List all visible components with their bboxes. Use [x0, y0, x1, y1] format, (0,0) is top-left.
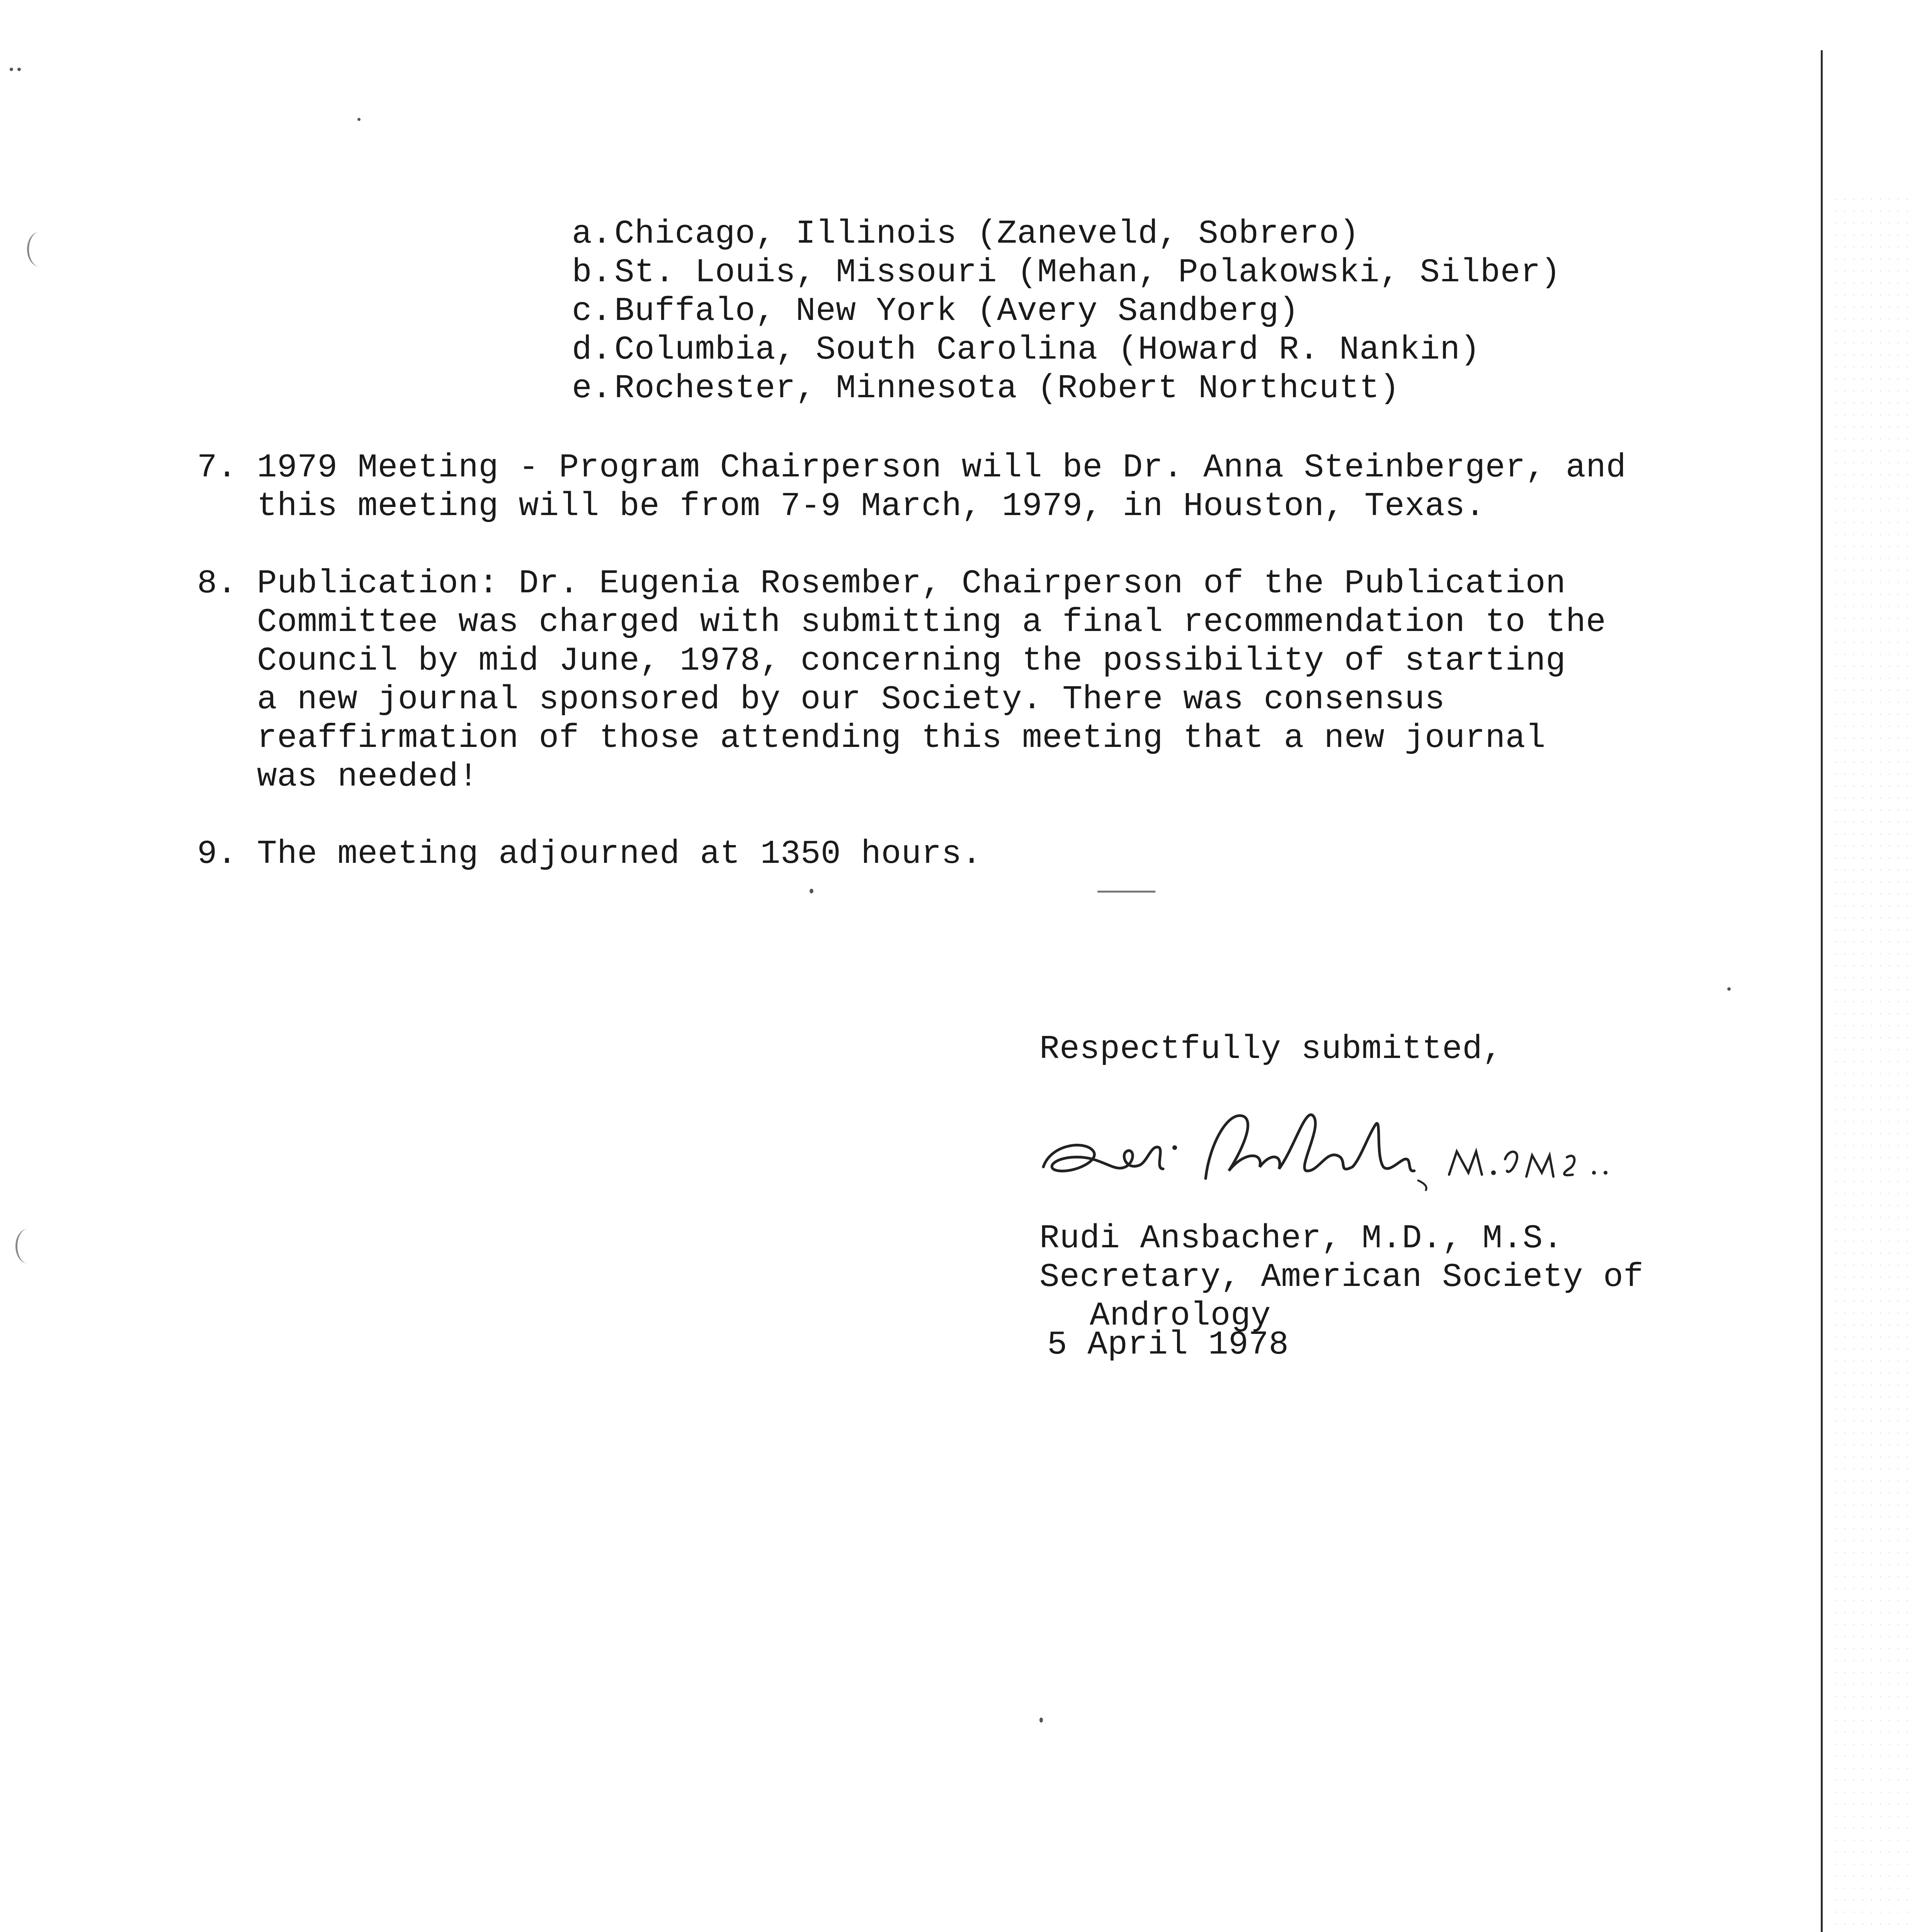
item-line: 1979 Meeting - Program Chairperson will be Dr. Anna Steinberger, and	[257, 449, 1626, 486]
list-item-marker: b.	[572, 253, 612, 291]
signer-title: Secretary, American Society of	[1039, 1258, 1644, 1296]
list-item-marker: c.	[572, 292, 612, 330]
scan-mark	[27, 232, 52, 267]
list-item-marker: d.	[572, 331, 612, 369]
scan-mark	[10, 68, 13, 71]
scan-mark	[1097, 891, 1155, 893]
closing-text: Respectfully submitted,	[1039, 1030, 1503, 1068]
item-number: 8.	[197, 565, 237, 602]
item-number: 9.	[197, 835, 237, 873]
scan-mark	[1727, 987, 1731, 991]
signature-date: 5 April 1978	[1047, 1326, 1289, 1364]
list-item-text: Rochester, Minnesota (Robert Northcutt)	[614, 369, 1400, 407]
page-edge-shadow	[1821, 50, 1823, 1932]
scan-mark	[357, 118, 361, 121]
item-line: Council by mid June, 1978, concerning the possibility of starting	[257, 642, 1566, 680]
scan-mark	[1039, 1718, 1043, 1723]
scan-mark	[810, 889, 813, 893]
item-line: Committee was charged with submitting a final recommendation to the	[257, 603, 1606, 641]
list-item-text: Chicago, Illinois (Zaneveld, Sobrero)	[614, 215, 1360, 253]
scan-mark	[15, 1229, 41, 1264]
list-item-text: Buffalo, New York (Avery Sandberg)	[614, 292, 1299, 330]
scan-mark	[17, 68, 21, 71]
list-item-text: Columbia, South Carolina (Howard R. Nankin)	[614, 331, 1480, 369]
item-line: The meeting adjourned at 1350 hours.	[257, 835, 982, 873]
item-line: was needed!	[257, 758, 479, 796]
handwritten-signature	[1028, 1094, 1631, 1209]
list-item-marker: e.	[572, 369, 612, 407]
item-line: reaffirmation of those attending this meeting that a new journal	[257, 719, 1546, 757]
item-number: 7.	[197, 449, 237, 486]
scan-speckle	[1832, 193, 1909, 1932]
signer-title-continued: Andrology	[1090, 1297, 1271, 1335]
list-item-marker: a.	[572, 215, 612, 253]
list-item-text: St. Louis, Missouri (Mehan, Polakowski, Silber)	[614, 253, 1561, 291]
item-line: a new journal sponsored by our Society. There was consensus	[257, 680, 1445, 718]
item-line: this meeting will be from 7-9 March, 1979, in Houston, Texas.	[257, 487, 1485, 525]
item-line: Publication: Dr. Eugenia Rosember, Chairperson of the Publication	[257, 565, 1566, 602]
signer-name: Rudi Ansbacher, M.D., M.S.	[1039, 1219, 1563, 1257]
